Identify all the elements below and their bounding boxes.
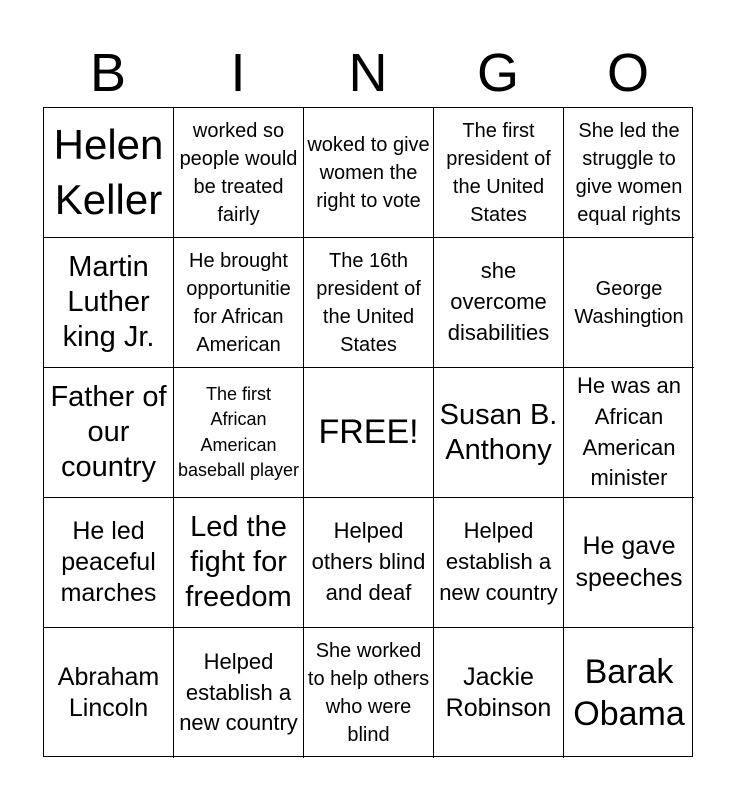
bingo-cell[interactable]: Martin Luther king Jr.	[44, 238, 174, 368]
bingo-cell[interactable]: Helped others blind and deaf	[304, 498, 434, 628]
bingo-cell[interactable]: worked so people would be treated fairly	[174, 108, 304, 238]
bingo-cell[interactable]: He brought opportunitie for African American	[174, 238, 304, 368]
bingo-cell[interactable]: She led the struggle to give women equal rights	[564, 108, 694, 238]
bingo-cell[interactable]: Susan B. Anthony	[434, 368, 564, 498]
bingo-cell[interactable]: He was an African American minister	[564, 368, 694, 498]
bingo-header	[43, 38, 693, 108]
bingo-cell[interactable]: The first president of the United States	[434, 108, 564, 238]
bingo-cell[interactable]: Helen Keller	[44, 108, 174, 238]
free-space[interactable]: FREE!	[304, 368, 434, 498]
bingo-cell[interactable]: She worked to help others who were blind	[304, 628, 434, 758]
bingo-cell[interactable]: Led the fight for freedom	[174, 498, 304, 628]
bingo-cell[interactable]: Father of our country	[44, 368, 174, 498]
header-letter-n: N	[348, 43, 388, 103]
bingo-cell[interactable]: Helped establish a new country	[174, 628, 304, 758]
bingo-cell[interactable]: Helped establish a new country	[434, 498, 564, 628]
bingo-cell[interactable]: He led peaceful marches	[44, 498, 174, 628]
bingo-cell[interactable]: Jackie Robinson	[434, 628, 564, 758]
bingo-cell[interactable]: she overcome disabilities	[434, 238, 564, 368]
bingo-cell[interactable]: George Washingtion	[564, 238, 694, 368]
bingo-cell[interactable]: The first African American baseball player	[174, 368, 304, 498]
bingo-cell[interactable]: Barak Obama	[573, 652, 685, 733]
header-letter-o: O	[606, 43, 649, 103]
bingo-cell[interactable]: The 16th president of the United States	[304, 238, 434, 368]
header-letter-g: G	[476, 43, 519, 103]
header-letter-i: I	[230, 43, 246, 103]
bingo-board	[43, 107, 693, 757]
bingo-cell[interactable]: Abraham Lincoln	[44, 628, 174, 758]
bingo-cell[interactable]: He gave speeches	[564, 498, 694, 628]
header-letter-b: B	[89, 43, 127, 103]
bingo-cell[interactable]: woked to give women the right to vote	[304, 108, 434, 238]
